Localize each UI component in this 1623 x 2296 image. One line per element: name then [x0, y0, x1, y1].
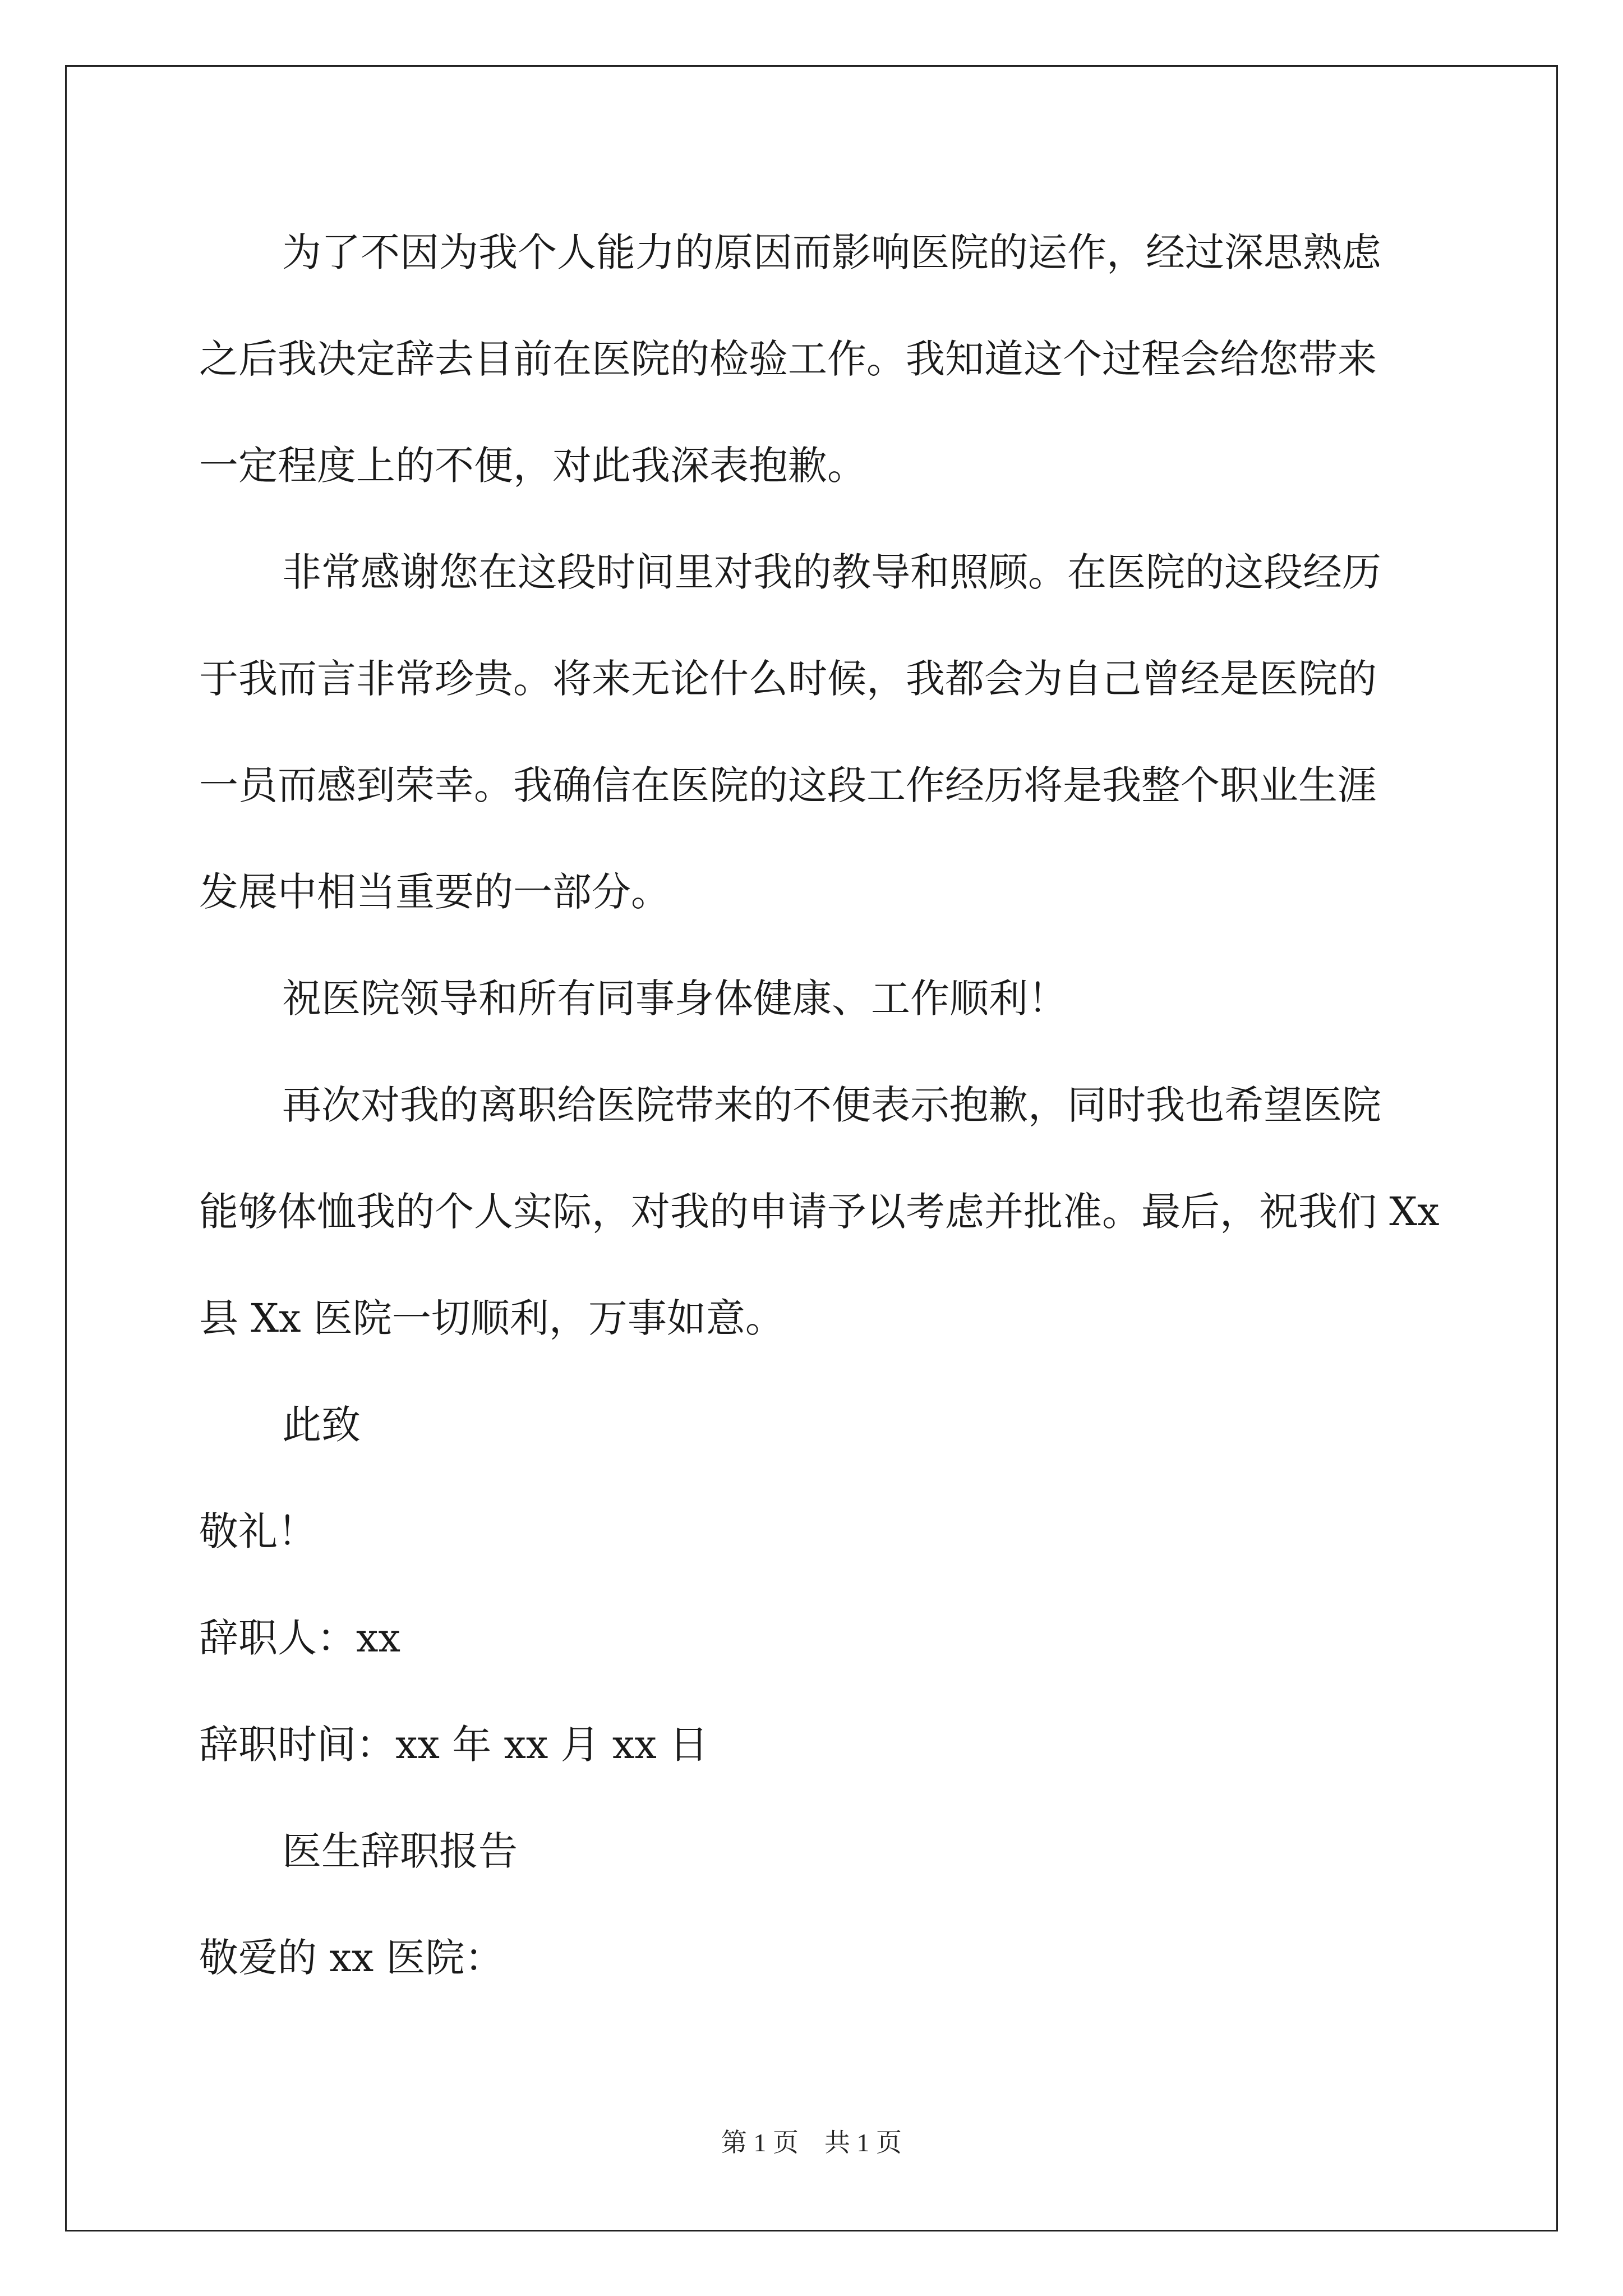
- paragraph-line: 一定程度上的不便，对此我深表抱歉。: [199, 443, 866, 489]
- paragraph-line: 为了不因为我个人能力的原因而影响医院的运作，经过深思熟虑: [282, 229, 1381, 275]
- paragraph-line: 之后我决定辞去目前在医院的检验工作。我知道这个过程会给您带来: [199, 336, 1377, 382]
- paragraph-line: 祝医院领导和所有同事身体健康、工作顺利！: [282, 976, 1067, 1022]
- signer-line: 辞职人：xx: [199, 1615, 400, 1661]
- paragraph-line: 非常感谢您在这段时间里对我的教导和照顾。在医院的这段经历: [282, 549, 1381, 595]
- recipient-greeting: 敬爱的 xx 医院：: [199, 1935, 504, 1981]
- paragraph-line: 能够体恤我的个人实际，对我的申请予以考虑并批准。最后，祝我们 Xx: [199, 1189, 1440, 1235]
- paragraph-line: 于我而言非常珍贵。将来无论什么时候，我都会为自己曾经是医院的: [199, 656, 1377, 702]
- closing-salutation: 此致: [282, 1402, 361, 1448]
- page-number: 第 1 页 共 1 页: [721, 2128, 902, 2157]
- page-border: [65, 65, 1558, 2231]
- paragraph-line: 再次对我的离职给医院带来的不便表示抱歉，同时我也希望医院: [282, 1082, 1381, 1128]
- paragraph-line: 发展中相当重要的一部分。: [199, 869, 670, 915]
- section-title: 医生辞职报告: [282, 1828, 518, 1874]
- date-line: 辞职时间：xx 年 xx 月 xx 日: [199, 1722, 709, 1768]
- paragraph-line: 一员而感到荣幸。我确信在医院的这段工作经历将是我整个职业生涯: [199, 762, 1377, 808]
- paragraph-line: 县 Xx 医院一切顺利，万事如意。: [199, 1295, 785, 1341]
- closing-regards: 敬礼！: [199, 1508, 317, 1554]
